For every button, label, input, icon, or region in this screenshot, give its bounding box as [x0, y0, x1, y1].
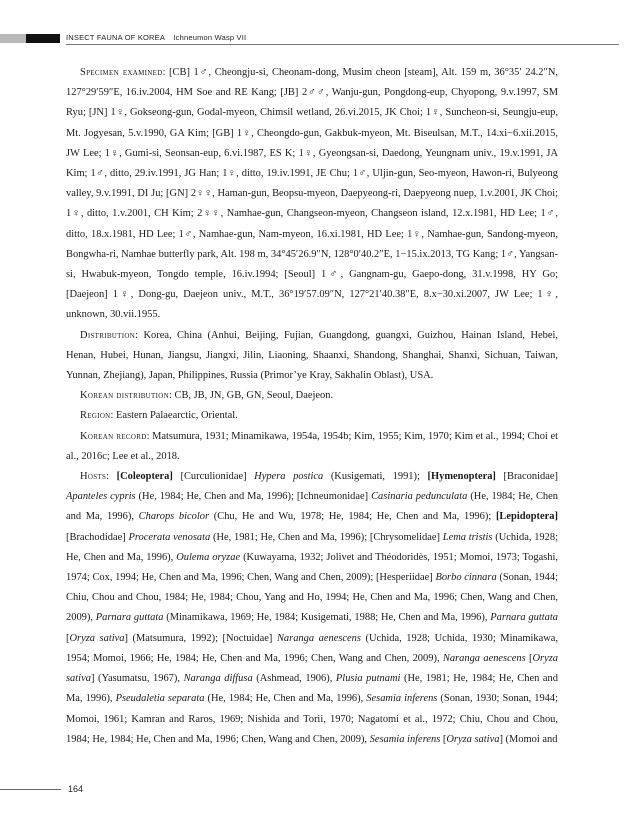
- text-run: (He, 1981; He, 1984; He, Chen and Ma, 1996),: [66, 673, 558, 705]
- species-name: Sesamia inferens: [366, 693, 438, 705]
- species-name: Casinaria pedunculata: [371, 491, 468, 503]
- species-name: Pseudaletia separata: [115, 693, 205, 705]
- species-name: Sesamia inferens: [369, 733, 441, 745]
- species-name: Parnara guttata: [490, 612, 558, 624]
- section-label: Korean record: [80, 430, 147, 442]
- text-run: (Uchida, 1928; He, Chen and Ma, 1996),: [66, 531, 558, 563]
- species-name: Lema tristis: [442, 531, 493, 543]
- species-name: Oulema oryzae: [176, 551, 241, 563]
- text-run: (He, 1984; He, Chen and Ma, 1996),: [66, 491, 559, 523]
- text-run: : [CB] 1♂, Cheongju-si, Cheonam-dong, Musim cheon [steam], Alt. 159 m, 36°35′ 24.2″N, 127°29′59″E, 16.iv.2004, HM Soe and RE Kang; [JB] 2♂♂, Wanju-gun, Pongdong-eup, Chyopong, 9.v.1997, SM Ryu; [JN] 1♀, Gokseong-gun, Godal-myeon, Chimsil wetland, 26.vi.2015, JK Choi; 1♀, Suncheon-si, Seungju-eup, Mt. Jogyesan, 5.v.1990, GA Kim; [GB] 1♀, Cheongdo-gun, Gakbuk-myeon, Mt. Biseulsan, M.T., 14.xi−6.xii.2015, JW Lee; 1♀, Gumi-si, Seonsan-eup, 6.vi.1987, ES K; 1♀, Gyeongsan-si, Daedong, Yeungnam univ., 19.v.1991, JA Kim; 1♂, ditto, 29.iv.1991, JG Han; 1♀, ditto, 19.iv.1991, JE Chu; 1♂, Uljin-gun, Seo-myeon, Hawon-ri, Bulyeong valley, 9.v.1991, DI Ju; [GN] 2♀♀, Haman-gun, Beopsu-myeon, Daepyeong-ri, Daepyeong nuep, 1.v.2001, JK Choi; 1♀, ditto, 1.v.2001, CH Kim; 2♀♀, Namhae-gun, Changseon-myeon, Changseon island, 12.x.1981, HD Lee; 1♂, ditto, 18.x.1981, HD Lee; 1♂, Namhae-gun, Nam-myeon, 16.xi.1981, HD Lee; 1♀, Namhae-gun, Sandong-myeon, Bongwha-ri, Namhae butterfly park, Alt. 198 m, 34°45′26.9″N, 128°0′40.2″E, 1−15.ix.2013, TG Kang; 1♂, Yangsan-si, Hwabuk-myeon, Tongdo temple, 16.iv.1994; [Seoul] 1♂, Gangnam-gu, Gaepo-dong, 31.v.1998, HY Go; [Daejeon] 1♀, Dong-gu, Daejeon univ., M.T., 36°19′57.09″N, 127°21′40.38″E, 8.x−30.xi.2007, JW Lee; 1♀, unknown, 30.vii.1955.: [66, 67, 558, 321]
- section-label: Region: [80, 410, 111, 422]
- paragraph: [66, 326, 558, 387]
- species-name: Naranga aenescens: [442, 652, 526, 664]
- taxon-order: [Hymenoptera]: [427, 471, 496, 483]
- text-run: ] (Matsumura, 1992); [Noctuidae]: [124, 632, 277, 644]
- species-name: Borbo cinnara: [435, 572, 497, 584]
- paragraph: [66, 406, 558, 426]
- section-label: Korean distribution: [80, 390, 169, 402]
- paragraph: [66, 386, 558, 406]
- text-run: ] (Yasumatsu, 1967),: [90, 673, 184, 685]
- section-label: Specimen examined: [80, 67, 163, 78]
- header-bar-gray: [0, 34, 26, 43]
- section-label: Distribution: [80, 329, 136, 341]
- text-run: (Ashmead, 1906),: [252, 673, 336, 685]
- running-header: [66, 33, 246, 42]
- text-run: (Sonan, 1944; Chiu, Chou and Chou, 1984; He, 1984; Chou, Yang and Ho, 1994; He, Chen and Ma, 1996; Chen, Wang and Chen, 2009),: [66, 572, 558, 624]
- species-name: Parnara guttata: [95, 612, 164, 624]
- paragraph: [66, 63, 558, 326]
- text-run: : Matsumura, 1931; Minamikawa, 1954a, 1954b; Kim, 1955; Kim, 1970; Kim et al., 1994; Choi et al., 2016c; Lee et al., 2018.: [66, 430, 558, 462]
- species-name: Naranga aenescens: [276, 632, 361, 644]
- text-run: ] (Momoi and: [499, 733, 558, 745]
- text-run: (Chu, He and Wu, 1978; He, 1984; He, Chen and Ma, 1996);: [209, 511, 496, 523]
- species-name: Oryza sativa: [69, 632, 125, 644]
- species-name: Oryza sativa: [446, 733, 500, 745]
- text-run: : Eastern Palaearctic, Oriental.: [110, 410, 238, 422]
- text-run: [Braconidae]: [495, 471, 558, 483]
- species-name: Hypera postica: [254, 471, 324, 483]
- species-name: Oryza sativa: [66, 652, 558, 685]
- text-run: :: [106, 471, 117, 483]
- header-rule: [66, 44, 619, 45]
- section-label: Hosts: [80, 471, 107, 483]
- footer-rule: [0, 789, 61, 790]
- species-name: Apanteles cypris: [66, 491, 136, 503]
- text-run: [: [440, 733, 447, 745]
- header-volume: Ichneumon Wasp VII: [173, 33, 247, 42]
- taxon-order: [Lepidoptera]: [495, 511, 558, 523]
- text-run: (Minamikawa, 1969; He, 1984; Kusigemati, 1988; He, Chen and Ma, 1996),: [163, 612, 491, 624]
- text-run: [: [66, 632, 70, 644]
- page-number: 164: [68, 784, 84, 794]
- header-bar-black: [26, 34, 60, 43]
- text-run: [Curculionidae]: [172, 471, 255, 483]
- text-run: (He, 1981; He, Chen and Ma, 1996); [Chrysomelidae]: [210, 531, 443, 543]
- text-run: : CB, JB, JN, GB, GN, Seoul, Daejeon.: [168, 390, 334, 402]
- text-run: (He, 1984; He, Chen and Ma, 1996); [Ichneumonidae]: [135, 491, 372, 503]
- text-run: : Korea, China (Anhui, Beijing, Fujian, Guangdong, guangxi, Guizhou, Hainan Island, Hebei, Henan, Hubei, Hunan, Jiangsu, Jiangxi, Jilin, Liaoning, Shaanxi, Shandong, Shanghai, Shanxi, Sichuan, Taiwan, Yunnan, Zhejiang), Japan, Philippines, Russia (Primor’ye Kray, Sakhalin Oblast), USA.: [66, 329, 558, 382]
- species-name: Charops bicolor: [138, 511, 210, 523]
- species-name: Plusia putnami: [335, 673, 401, 685]
- main-text: [66, 63, 558, 750]
- species-name: Naranga diffusa: [183, 673, 253, 685]
- header-series: INSECT FAUNA OF KOREA: [66, 33, 166, 42]
- text-run: (Kuwayama, 1932; Jolivet and Théodoridès, 1951; Momoi, 1973; Togashi, 1974; Cox, 1994; He, Chen and Ma, 1996; Chen, Wang and Chen, 2009); [Hesperiidae]: [66, 551, 558, 584]
- paragraph: [66, 467, 558, 750]
- text-run: (Uchida, 1928; Uchida, 1930; Minamikawa, 1954; Momoi, 1966; He, 1984; He, Chen and Ma, 1996; Chen, Wang and Chen, 2009),: [66, 632, 558, 664]
- species-name: Procerata venosata: [128, 531, 211, 543]
- text-run: (He, 1984; He, Chen and Ma, 1996),: [204, 693, 367, 705]
- text-run: [Brachodidae]: [66, 531, 129, 543]
- text-run: (Sonan, 1930; Sonan, 1944; Momoi, 1961; Kamran and Raros, 1969; Nishida and Torii, 1970; Nagatomi et al., 1972; Chiu, Chou and Chou, 1984; He, 1984; He, Chen and Ma, 1996; Chen, Wang and Chen, 2009),: [66, 693, 559, 745]
- text-run: [: [525, 652, 533, 664]
- taxon-order: [Coleoptera]: [116, 471, 173, 483]
- text-run: (Kusigemati, 1991);: [323, 471, 428, 483]
- paragraph: [66, 427, 558, 467]
